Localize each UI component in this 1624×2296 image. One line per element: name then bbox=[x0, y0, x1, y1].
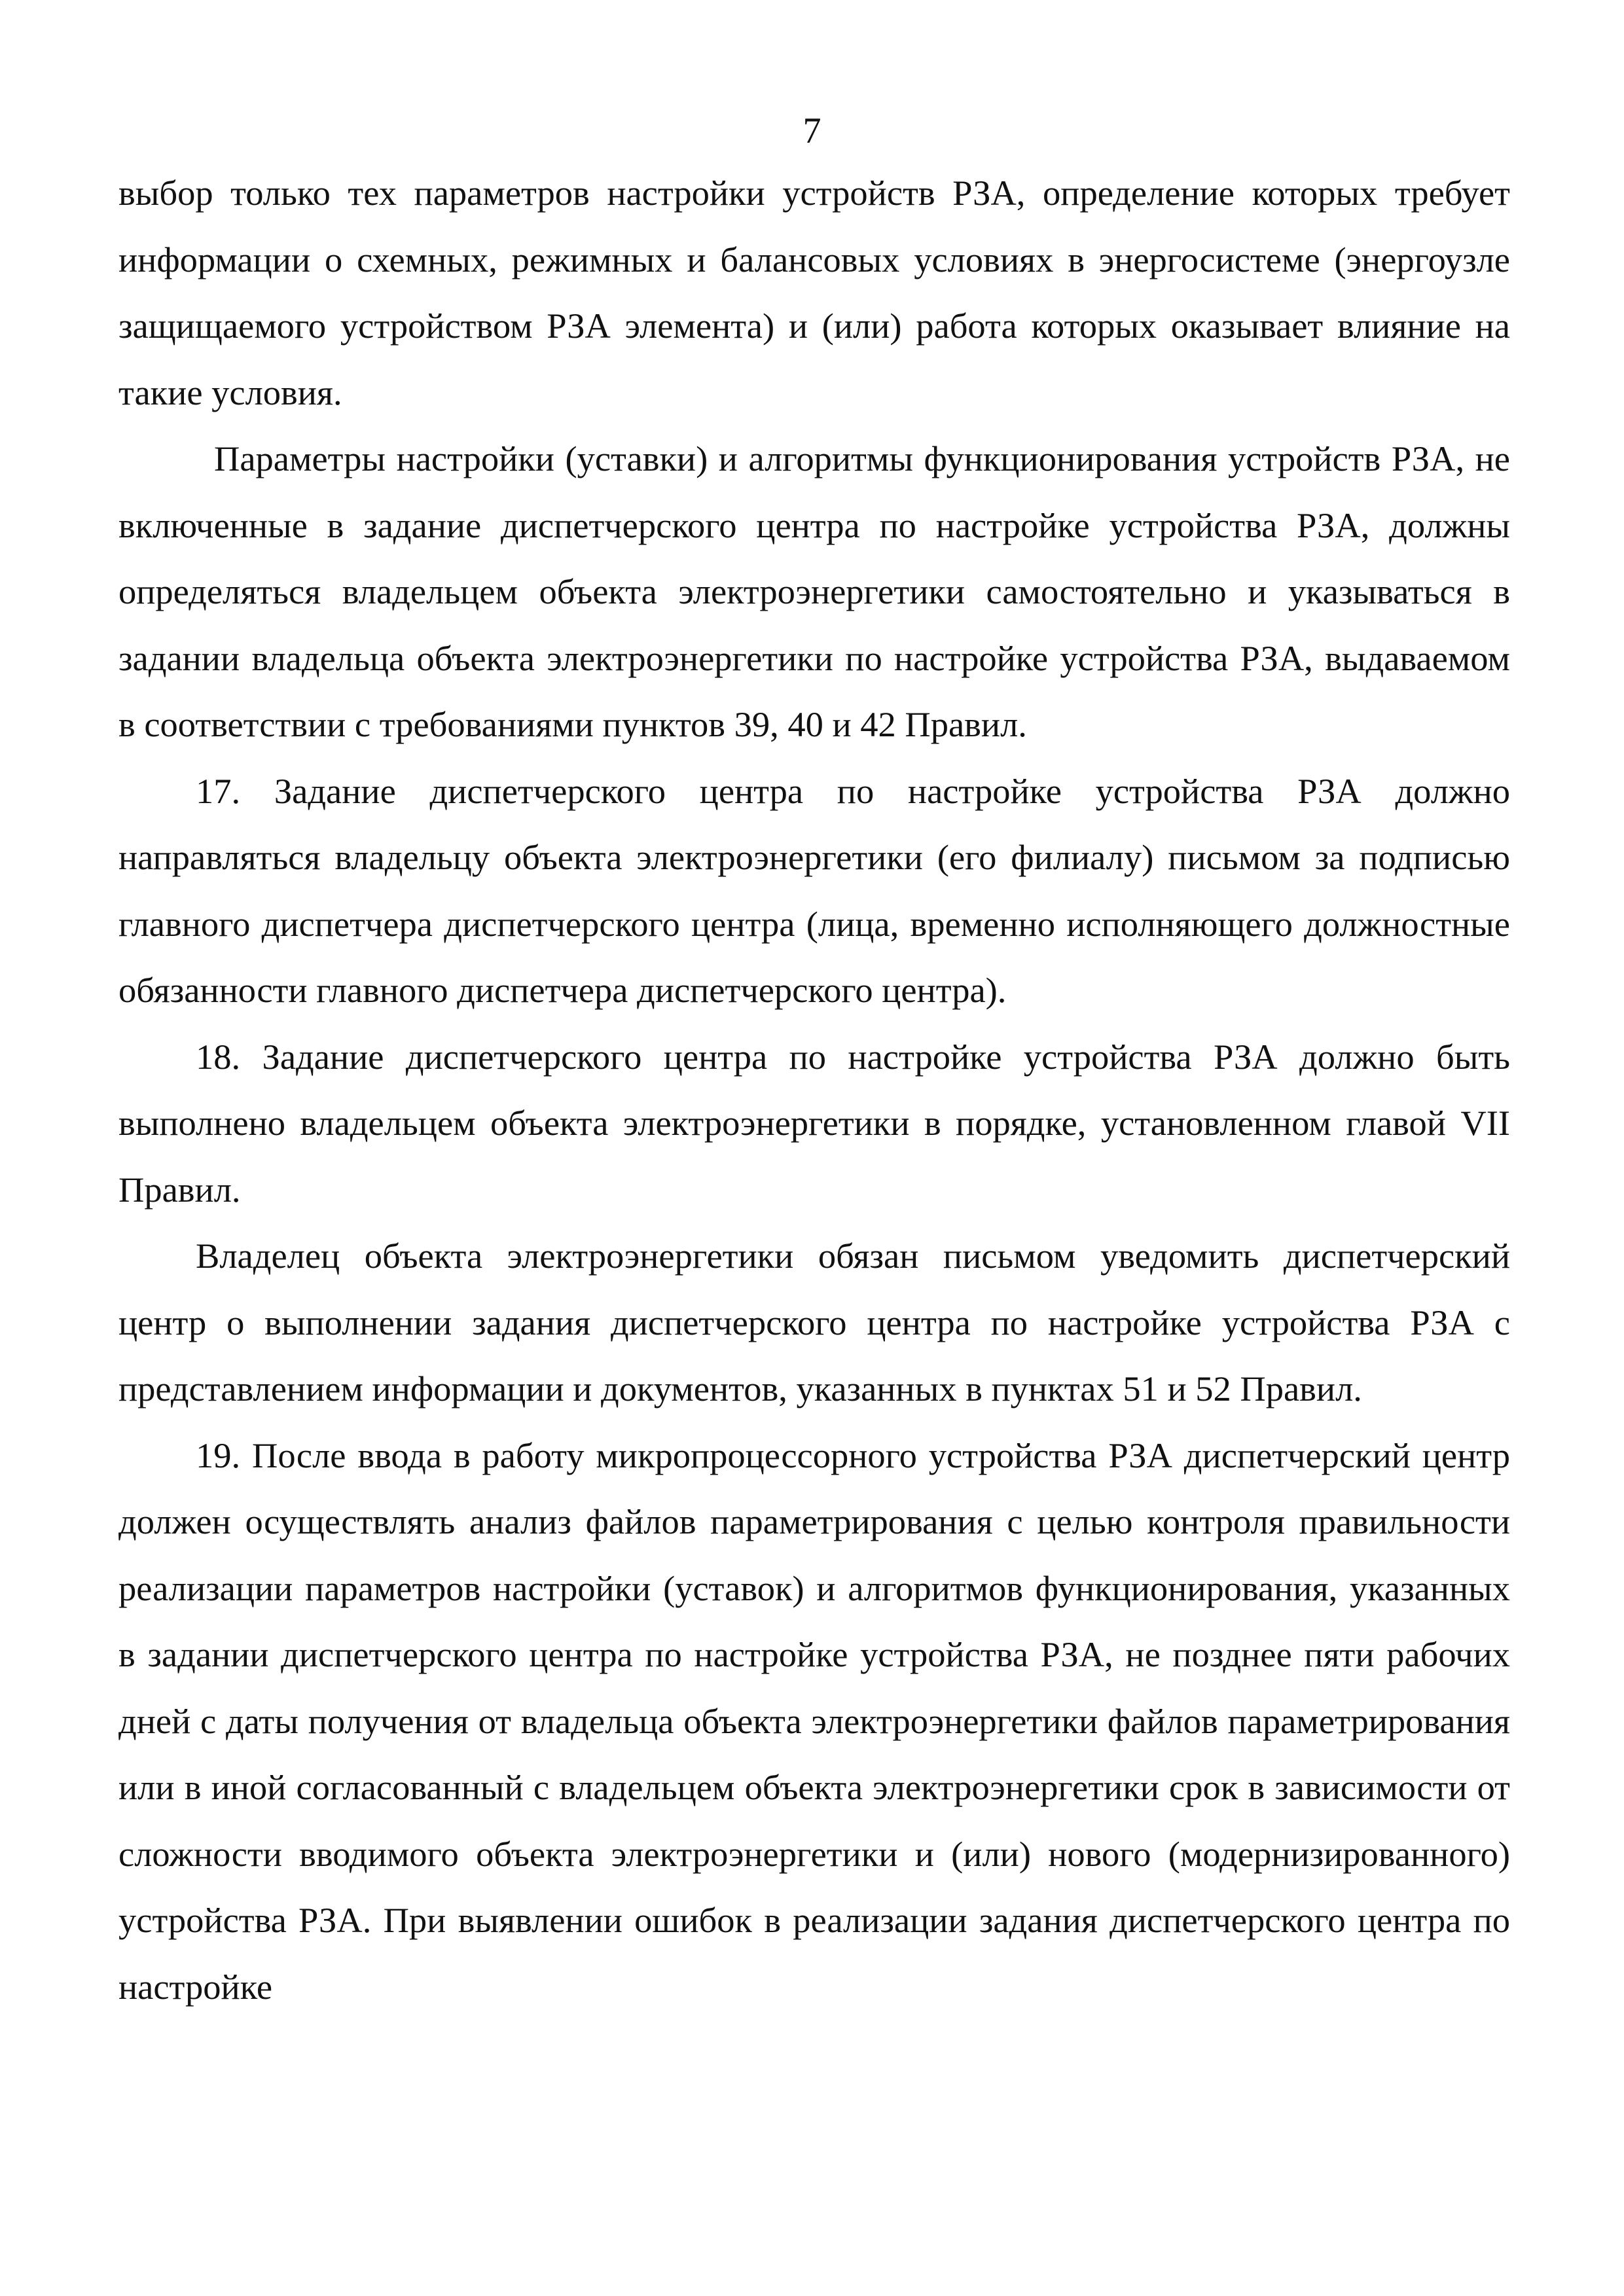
paragraph-settings-owner: Параметры настройки (уставки) и алгоритмы функционирования устройств РЗА, не включенные в задание диспетчерского центра по настройке устройства РЗА, должны определяться владельцем объекта электроэнергетики самостоятельно и указываться в задании владельца объекта электроэнергетики по настройке устройства РЗА, выдаваемом в соответствии с требованиями пунктов 39, 40 и 42 Правил. bbox=[118, 439, 1510, 744]
paragraph-item-17: 17. Задание диспетчерского центра по настройке устройства РЗА должно направляться владельцу объекта электроэнергетики (его филиалу) письмом за подписью главного диспетчера диспетчерского центра (лица, временно исполняющего должностные обязанности главного диспетчера диспетчерского центра). bbox=[118, 770, 1510, 1010]
paragraph-item-19: 19. После ввода в работу микропроцессорного устройства РЗА диспетчерский центр должен осуществлять анализ файлов параметрирования с целью контроля правильности реализации параметров настройки (уставок) и алгоритмов функционирования, указанных в задании диспетчерского центра по настройке устройства РЗА, не позднее пяти рабочих дней с даты получения от владельца объекта электроэнергетики файлов параметрирования или в иной согласованный с владельцем объекта электроэнергетики срок в зависимости от сложности вводимого объекта электроэнергетики и (или) нового (модернизированного) устройства РЗА. При выявлении ошибок в реализации задания диспетчерского центра по настройке bbox=[118, 1435, 1510, 2007]
document-body bbox=[118, 160, 1510, 2020]
paragraph-continuation: выбор только тех параметров настройки устройств РЗА, определение которых требует информации о схемных, режимных и балансовых условиях в энергосистеме (энергоузле защищаемого устройством РЗА элемента) и (или) работа которых оказывает влияние на такие условия. bbox=[118, 173, 1510, 412]
paragraph-owner-notification: Владелец объекта электроэнергетики обязан письмом уведомить диспетчерский центр о выполнении задания диспетчерского центра по настройке устройства РЗА с представлением информации и документов, указанных в пунктах 51 и 52 Правил. bbox=[118, 1236, 1510, 1408]
paragraph-item-18: 18. Задание диспетчерского центра по настройке устройства РЗА должно быть выполнено владельцем объекта электроэнергетики в порядке, установленном главой VII Правил. bbox=[118, 1036, 1510, 1210]
page-number: 7 bbox=[803, 111, 821, 151]
